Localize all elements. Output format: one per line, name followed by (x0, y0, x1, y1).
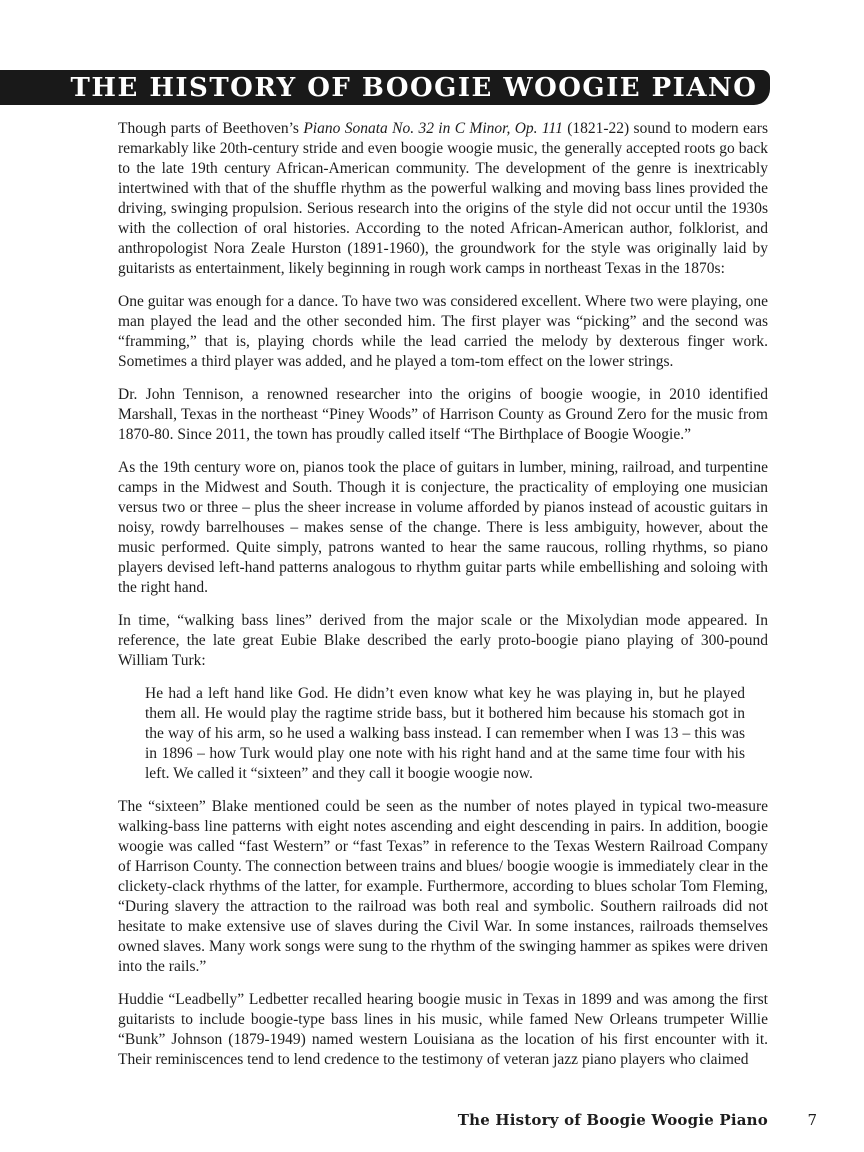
page-title: THE HISTORY OF BOOGIE WOOGIE PIANO (70, 72, 758, 103)
work-title-italic: Piano Sonata No. 32 in C Minor, Op. 111 (303, 120, 563, 137)
page-number: 7 (807, 1111, 817, 1129)
paragraph-intro (118, 119, 768, 279)
page-footer (118, 1111, 817, 1129)
chapter-heading-banner (0, 70, 770, 105)
intro-text-after: (1821-22) sound to modern ears remarkably like 20th-century stride and even boogie woogie music, the generally accepted roots go back to the late 19th century African-American community. The development of the genre is inextricably intertwined with that of the shuffle rhythm as the powerful walking and moving bass lines provided the driving, swinging propulsion. Serious research into the origins of the style did not occur until the 1930s with the collection of oral histories. According to the noted African-American author, folklorist, and anthropologist Nora Zeale Hurston (1891-1960), the groundwork for the style was originally laid by guitarists as entertainment, likely beginning in rough work camps in northeast Texas in the 1870s: (118, 120, 768, 277)
footer-section-title: The History of Boogie Woogie Piano (457, 1111, 768, 1129)
article-body (118, 119, 768, 1083)
paragraph: Dr. John Tennison, a renowned researcher into the origins of boogie woogie, in 2010 identified Marshall, Texas in the northeast “Piney Woods” of Harrison County as Ground Zero for the music from 1870-80. Since 2011, the town has proudly called itself “The Birthplace of Boogie Woogie.” (118, 386, 768, 443)
paragraph: One guitar was enough for a dance. To have two was considered excellent. Where two were playing, one man played the lead and the other seconded him. The first player was “picking” and the second was “framming,” that is, playing chords while the lead carried the melody by dexterous finger work. Sometimes a third player was added, and he played a tom-tom effect on the lower strings. (118, 293, 768, 370)
block-quote: He had a left hand like God. He didn’t even know what key he was playing in, but he played them all. He would play the ragtime stride bass, but it bothered him because his stomach got in the way of his arm, so he used a walking bass instead. I can remember when I was 13 – this was in 1896 – how Turk would play one note with his right hand and at the same time four with his left. We called it “sixteen” and they call it boogie woogie now. (145, 685, 745, 782)
paragraph: As the 19th century wore on, pianos took the place of guitars in lumber, mining, railroad, and turpentine camps in the Midwest and South. Though it is conjecture, the practicality of employing one musician versus two or three – plus the sheer increase in volume afforded by pianos instead of acoustic guitars in noisy, rowdy barrelhouses – makes sense of the change. There is less ambiguity, however, about the music performed. Quite simply, patrons wanted to hear the same raucous, rolling rhythms, so piano players devised left-hand patterns analogous to rhythm guitar parts while embellishing and soloing with the right hand. (118, 459, 768, 596)
paragraph: Huddie “Leadbelly” Ledbetter recalled hearing boogie music in Texas in 1899 and was among the first guitarists to include boogie-type bass lines in his music, while famed New Orleans trumpeter Willie “Bunk” Johnson (1879-1949) named western Louisiana as the location of his first encounter with it. Their reminiscences tend to lend credence to the testimony of veteran jazz piano players who claimed (118, 991, 768, 1068)
intro-text-before: Though parts of Beethoven’s (118, 120, 304, 137)
paragraph: The “sixteen” Blake mentioned could be seen as the number of notes played in typical two-measure walking-bass line patterns with eight notes ascending and eight descending in pairs. In addition, boogie woogie was called “fast Western” or “fast Texas” in reference to the Texas Western Railroad Company of Harrison County. The connection between trains and blues/ boogie woogie is immediately clear in the clickety-clack rhythms of the latter, for example. Furthermore, according to blues scholar Tom Fleming, “During slavery the attraction to the railroad was both real and symbolic. Southern railroads did not hesitate to make extensive use of slaves during the Civil War. In some instances, railroads themselves owned slaves. Many work songs were sung to the rhythm of the swinging hammer as spikes were driven into the rails.” (118, 798, 768, 975)
paragraph: In time, “walking bass lines” derived from the major scale or the Mixolydian mode appeared. In reference, the late great Eubie Blake described the early proto-boogie piano playing of 300-pound William Turk: (118, 612, 768, 669)
